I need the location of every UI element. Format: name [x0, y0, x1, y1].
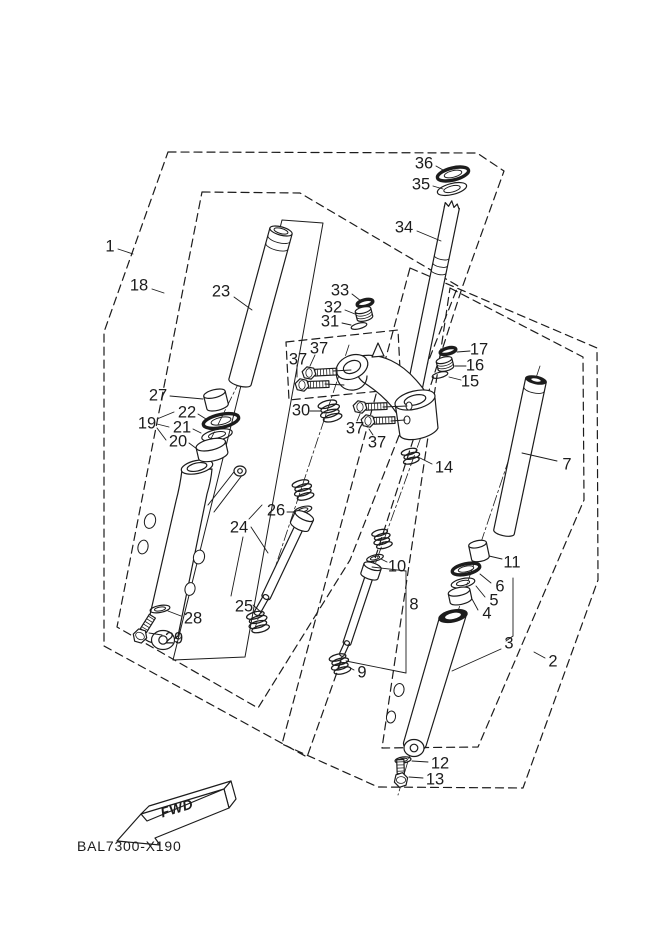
callout-23-number[interactable]: 23	[211, 282, 231, 301]
callout-37-4-number[interactable]: 37	[367, 433, 387, 452]
callout-34-number[interactable]: 34	[394, 218, 414, 237]
callout-13	[409, 771, 444, 789]
callout-17-number[interactable]: 17	[469, 340, 489, 359]
callout-37	[310, 340, 328, 367]
callout-11-number[interactable]: 11	[503, 553, 521, 572]
callout-37-3	[346, 414, 364, 438]
callout-18-number[interactable]: 18	[129, 276, 149, 295]
callout-30	[292, 402, 320, 420]
callout-24-number[interactable]: 24	[229, 518, 249, 537]
bushing-32	[355, 305, 374, 322]
inner-tube-left-23	[228, 224, 293, 389]
callout-20	[169, 433, 197, 451]
oil-seal-6	[451, 561, 481, 577]
spring-14	[401, 446, 422, 465]
callout-1-number[interactable]: 1	[105, 237, 115, 256]
callout-9	[347, 664, 367, 682]
diagram-part-code: BAL7300-X190	[77, 838, 182, 854]
cover-17	[440, 346, 457, 356]
callout-10-number[interactable]: 10	[387, 557, 407, 576]
bushing-4	[447, 585, 472, 606]
inner-tube-right-7	[493, 374, 547, 538]
callout-13-number[interactable]: 13	[425, 770, 445, 789]
callout-18	[130, 277, 164, 295]
callout-30-number[interactable]: 30	[291, 401, 311, 420]
callout-31	[321, 313, 351, 331]
callout-5-number[interactable]: 5	[489, 591, 499, 610]
damper-rod-24	[253, 508, 315, 616]
spring-seat-upper-mid	[371, 528, 393, 551]
callout-29-number[interactable]: 29	[164, 629, 184, 648]
callout-36-number[interactable]: 36	[414, 154, 434, 173]
bushing-16	[436, 355, 455, 372]
callout-24	[230, 505, 268, 596]
slide-bushing-20	[195, 436, 229, 464]
callout-4-number[interactable]: 4	[482, 604, 492, 623]
oil-lock-piece-11	[468, 539, 490, 563]
callout-22-number[interactable]: 22	[177, 403, 197, 422]
bearing-cover-36	[436, 164, 470, 183]
callout-26-number[interactable]: 26	[266, 501, 286, 520]
callout-37-2-number[interactable]: 37	[288, 350, 308, 369]
callout-37-4	[368, 429, 386, 452]
callout-27	[149, 387, 203, 405]
pinch-bolt-37-3	[353, 400, 387, 414]
callout-35-number[interactable]: 35	[411, 175, 431, 194]
outer-tube-right	[385, 607, 468, 756]
callout-19-number[interactable]: 19	[137, 414, 157, 433]
cap-bushing-27	[203, 387, 229, 413]
left-leg-group-box	[173, 220, 323, 660]
callout-21-number[interactable]: 21	[172, 418, 192, 437]
callout-3-number[interactable]: 3	[504, 634, 514, 653]
callout-6-number[interactable]: 6	[495, 577, 505, 596]
oil-seal-22	[202, 411, 240, 431]
callout-32-number[interactable]: 32	[323, 298, 343, 317]
callout-28-number[interactable]: 28	[183, 609, 203, 628]
pinch-bolt-37-2	[295, 378, 329, 392]
pinch-bolt-37-1	[302, 365, 337, 379]
callout-34	[395, 219, 441, 242]
callout-9-number[interactable]: 9	[357, 663, 367, 682]
callout-33-number[interactable]: 33	[330, 281, 350, 300]
ring-15	[432, 370, 449, 379]
callout-11	[489, 554, 521, 572]
callout-26	[267, 502, 295, 520]
damper-rod-8	[339, 560, 382, 657]
callout-2-number[interactable]: 2	[548, 652, 558, 671]
callout-14-number[interactable]: 14	[434, 458, 454, 477]
callout-23	[212, 283, 252, 311]
callout-36	[415, 155, 443, 173]
callout-15-number[interactable]: 15	[460, 372, 480, 391]
fwd-direction-label: FWD	[158, 795, 196, 821]
callout-37-3-number[interactable]: 37	[345, 419, 365, 438]
callout-8-number[interactable]: 8	[409, 595, 419, 614]
callout-15	[449, 373, 479, 391]
callout-25-number[interactable]: 25	[234, 597, 254, 616]
callout-10	[381, 558, 406, 576]
callout-1	[105, 238, 133, 256]
pinch-bolt-37-4	[361, 414, 395, 428]
callout-16-number[interactable]: 16	[465, 356, 485, 375]
callout-7-number[interactable]: 7	[562, 455, 572, 474]
callout-31-number[interactable]: 31	[320, 312, 340, 331]
ring-31	[351, 321, 368, 330]
callout-2	[534, 652, 558, 671]
spring-seat-upper-left	[291, 478, 314, 502]
callout-37-number[interactable]: 37	[309, 339, 329, 358]
race-35	[436, 180, 468, 198]
callout-27-number[interactable]: 27	[148, 386, 168, 405]
bolt-13	[394, 759, 408, 787]
assembly-outline-2-outer	[282, 268, 598, 788]
callout-20-number[interactable]: 20	[168, 432, 188, 451]
callout-12-number[interactable]: 12	[430, 754, 450, 773]
